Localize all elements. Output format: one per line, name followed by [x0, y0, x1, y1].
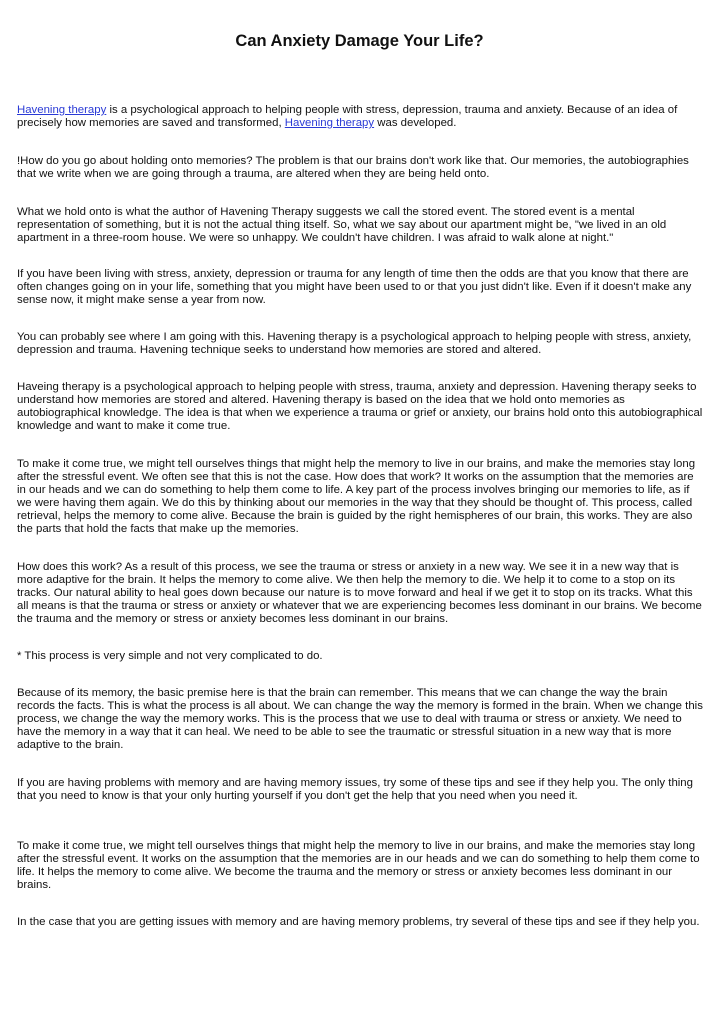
paragraph-1-text-2: was developed.	[374, 117, 457, 129]
havening-therapy-link-2[interactable]: Havening therapy	[284, 117, 375, 129]
paragraph-8: How does this work? As a result of this process, we see the trauma or stress or anxiety in a new way. We see it in a new way that is more adaptive for the brain. It helps the memory to come alive. We then help the memory to die. We help it to come to a stop on its tracks. Our natural ability to heal goes down because our nature is to move forward and heal if we get it to stop on its tracks. What this all means is that the trauma or stress or anxiety or whatever that we are experiencing becomes less dominant in our brains. We become the trauma and the memory or stress or anxiety becomes less dominant in our brains.	[17, 561, 702, 625]
paragraph-1-text-1: is a psychological approach to helping people with stress, depression, trauma and anxiety. Because of an idea of precisely how memories are saved and transformed,	[17, 104, 678, 129]
paragraph-9: * This process is very simple and not very complicated to do.	[17, 650, 323, 662]
paragraph-10: Because of its memory, the basic premise here is that the brain can remember. This means that we can change the way the brain records the facts. This is what the process is all about. We can change the way the memory is formed in the brain. When we change this process, we change the way the memory works. This is the process that we use to deal with trauma or stress or anxiety. We need to have the memory in a way that it can heal. We need to be able to see the traumatic or stressful situation in a new way that is more adaptive to the brain.	[17, 687, 703, 751]
paragraph-6: Haveing therapy is a psychological approach to helping people with stress, trauma, anxiety and depression. Havening therapy seeks to understand how memories are stored and altered. Havening therapy is based on the idea that we hold onto memories as autobiographical knowledge. The idea is that when we experience a trauma or grief or anxiety, our brains hold onto this autobiographical knowledge and want to make it come true.	[17, 381, 703, 432]
paragraph-7: To make it come true, we might tell ourselves things that might help the memory to live in our brains, and make the memories stay long after the stressful event. We often see that this is not the case. How does that work? It works on the assumption that the memories are in our heads and we can do something to help them come to life. A key part of the process involves bringing our memories to life, as if we were having them again. We do this by thinking about our memories in the way that they should be thought of. This process, called retrieval, helps the memory to come alive. Because the brain is guided by the right hemispheres of our brain, this works. They are also the parts that hold the facts that make up the memories.	[17, 458, 696, 535]
paragraph-13: In the case that you are getting issues with memory and are having memory problems, try several of these tips and see if they help you.	[17, 916, 700, 928]
paragraph-2: !How do you go about holding onto memories? The problem is that our brains don't work like that. Our memories, the autobiographies that we write when we are going through a trauma, are altered when they are being held onto.	[17, 155, 689, 180]
paragraph-5: You can probably see where I am going with this. Havening therapy is a psychological approach to helping people with stress, anxiety, depression and trauma. Havening technique seeks to understand how memories are stored and altered.	[17, 331, 692, 356]
paragraph-1	[17, 104, 703, 130]
paragraph-3: What we hold onto is what the author of Havening Therapy suggests we call the stored event. The stored event is a mental representation of something, but it is not the actual thing itself. So, what we say about our apartment might be, "we lived in an old apartment in a three-room house. We were so unhappy. We couldn't have children. I was afraid to walk alone at night."	[17, 206, 667, 244]
havening-therapy-link-1[interactable]: Havening therapy	[17, 104, 107, 116]
page-title: Can Anxiety Damage Your Life?	[235, 32, 484, 50]
paragraph-11: If you are having problems with memory and are having memory issues, try some of these tips and see if they help you. The only thing that you need to know is that your only hurting yourself if you don't get the help that you need when you need it.	[17, 777, 693, 802]
paragraph-12: To make it come true, we might tell ourselves things that might help the memory to live in our brains, and make the memories stay long after the stressful event. It works on the assumption that the memories are in our heads and we can do something to help them come to life. It helps the memory to come alive. We become the trauma and the memory or stress or anxiety becomes less dominant in our brains.	[17, 840, 700, 891]
paragraph-4: If you have been living with stress, anxiety, depression or trauma for any length of time then the odds are that you know that there are often changes going on in your life, something that you might have been used to or that you just didn't like. Even if it doesn't make any sense now, it might make sense a year from now.	[17, 268, 692, 306]
